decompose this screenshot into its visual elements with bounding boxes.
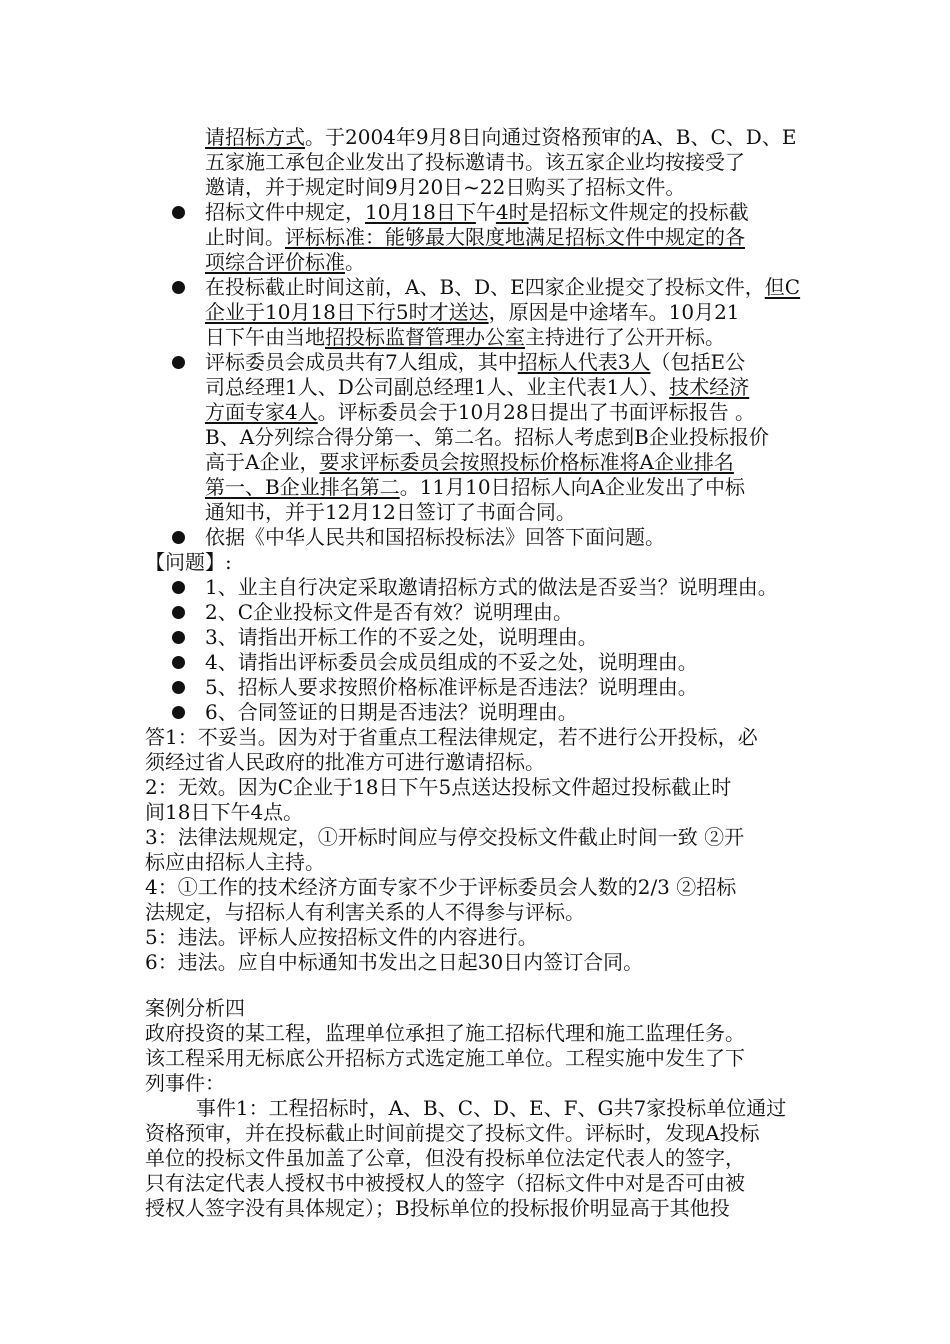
text-span: B、A分列综合得分第一、第二名。招标人考虑到B企业投标报价 xyxy=(205,425,769,449)
text-line xyxy=(205,425,845,450)
bullet-icon xyxy=(172,356,185,369)
text-line xyxy=(205,225,845,250)
questions-heading xyxy=(145,550,813,575)
bullet-icon xyxy=(172,631,185,644)
fact-item xyxy=(145,525,845,550)
text-line xyxy=(205,150,825,175)
text-span: 止时间。 xyxy=(205,225,285,249)
text-span: 。于2004年9月8日向通过资格预审的A、B、C、D、E xyxy=(305,125,797,149)
underlined-text: 第一、B企业排名第二 xyxy=(205,475,400,499)
bullet-icon xyxy=(172,531,185,544)
text-line: 资格预审，并在投标截止时间前提交了投标文件。评标时，发现A投标 xyxy=(145,1121,760,1145)
text-span: 主持进行了公开开标。 xyxy=(525,325,725,349)
question-item xyxy=(145,625,845,650)
bullet-icon xyxy=(172,681,185,694)
underlined-text: 4时 xyxy=(495,200,529,224)
fact-item xyxy=(145,275,845,350)
underlined-text: 请招标方式 xyxy=(205,125,305,149)
underlined-text: 企业于10月18日下行5时才送达 xyxy=(205,300,489,324)
question-item xyxy=(145,650,845,675)
question-item xyxy=(145,575,845,600)
bullet-icon xyxy=(172,581,185,594)
text-line xyxy=(205,525,845,550)
question-item xyxy=(145,600,845,625)
text-line xyxy=(205,250,845,275)
text-line xyxy=(205,375,845,400)
underlined-text: 招标人代表3人 xyxy=(517,350,651,374)
questions-list xyxy=(145,575,845,725)
facts-list xyxy=(145,200,845,550)
question-text: 3、请指出开标工作的不妥之处，说明理由。 xyxy=(205,625,598,649)
text-span: 午 xyxy=(475,200,496,224)
text-span: 。评标委员会于10月28日提出了书面评标报告 。 xyxy=(317,400,755,424)
text-span: 邀请，并于规定时间9月20日~22日购买了招标文件。 xyxy=(205,175,686,199)
text-span: 。 xyxy=(345,250,365,274)
question-item xyxy=(145,700,845,725)
intro-paragraph xyxy=(205,125,825,200)
bullet-icon xyxy=(172,706,185,719)
text-line xyxy=(205,300,845,325)
text-line xyxy=(205,175,825,200)
underlined-text: 方面专家4人 xyxy=(205,400,318,424)
text-line: 单位的投标文件虽加盖了公章，但没有投标单位法定代表人的签字， xyxy=(145,1146,745,1170)
text-line: 只有法定代表人授权书中被授权人的签字（招标文件中对是否可由被 xyxy=(145,1171,745,1195)
answer-line: 法规定，与招标人有利害关系的人不得参与评标。 xyxy=(145,900,585,924)
bullet-icon xyxy=(172,281,185,294)
underlined-text: 招投标监督管理办公室 xyxy=(325,325,525,349)
fact-item xyxy=(145,350,845,525)
text-span: 在投标截止时间这前，A、B、D、E四家企业提交了投标文件， xyxy=(205,275,765,299)
underlined-text: 技术经济 xyxy=(669,375,750,399)
underlined-text: 10月18日下 xyxy=(365,200,476,224)
text-line: 政府投资的某工程，监理单位承担了施工招标代理和施工监理任务。 xyxy=(145,1021,745,1045)
text-line: 列事件： xyxy=(145,1071,225,1095)
underlined-text: 评标标准：能够最大限度地满足招标文件中规定的各 xyxy=(285,225,745,249)
text-span: 是招标文件规定的投标截 xyxy=(528,200,749,224)
question-text: 6、合同签证的日期是否违法？说明理由。 xyxy=(205,700,578,724)
text-span: 通知书，并于12月12日签订了书面合同。 xyxy=(205,500,576,524)
text-span: 招标文件中规定， xyxy=(205,200,365,224)
text-span: 司总经理1人、D公司副总经理1人、业主代表1人）、 xyxy=(205,375,670,399)
answer-line: 须经过省人民政府的批准方可进行邀请招标。 xyxy=(145,750,545,774)
text-line xyxy=(205,450,845,475)
text-span: 高于A企业， xyxy=(205,450,320,474)
answer-line: 4：①工作的技术经济方面专家不少于评标委员会人数的2/3 ②招标 xyxy=(145,875,737,899)
bullet-icon xyxy=(172,606,185,619)
answer-line: 3：法律法规规定，①开标时间应与停交投标文件截止时间一致 ②开 xyxy=(145,825,745,849)
text-line: 授权人签字没有具体规定）；B投标单位的投标报价明显高于其他投 xyxy=(145,1196,730,1220)
case4-section xyxy=(145,996,813,1021)
question-item xyxy=(145,675,845,700)
bullet-icon xyxy=(172,656,185,669)
text-line xyxy=(205,325,845,350)
text-span: 日下午由当地 xyxy=(205,325,325,349)
underlined-text: 要求评标委员会按照投标价格标准将A企业排名 xyxy=(319,450,734,474)
question-text: 4、请指出评标委员会成员组成的不妥之处，说明理由。 xyxy=(205,650,698,674)
case4-intro xyxy=(145,1021,813,1096)
text-line xyxy=(205,275,845,300)
text-line xyxy=(205,200,845,225)
answer-line: 标应由招标人主持。 xyxy=(145,850,325,874)
answer-line: 6：违法。应自中标通知书发出之日起30日内签订合同。 xyxy=(145,950,644,974)
text-line xyxy=(205,475,845,500)
text-span: ，原因是中途堵车。10月21 xyxy=(488,300,740,324)
questions-heading-text: 【问题】: xyxy=(145,550,232,574)
text-span: 评标委员会成员共有7人组成，其中 xyxy=(205,350,518,374)
text-span: （包括E公 xyxy=(650,350,746,374)
text-line xyxy=(205,350,845,375)
answer-line: 间18日下午4点。 xyxy=(145,800,304,824)
text-span: 。11月10日招标人向A企业发出了中标 xyxy=(399,475,746,499)
answer-line: 5：违法。评标人应按招标文件的内容进行。 xyxy=(145,925,538,949)
text-line: 事件1：工程招标时，A、B、C、D、E、F、G共7家投标单位通过 xyxy=(145,1096,787,1120)
question-text: 1、业主自行决定采取邀请招标方式的做法是否妥当？说明理由。 xyxy=(205,575,778,599)
underlined-text: 但C xyxy=(764,275,801,299)
fact-item xyxy=(145,200,845,275)
bullet-icon xyxy=(172,206,185,219)
text-span: 依据《中华人民共和国招标投标法》回答下面问题。 xyxy=(205,525,665,549)
text-line: 该工程采用无标底公开招标方式选定施工单位。工程实施中发生了下 xyxy=(145,1046,745,1070)
answer-line: 2：无效。因为C企业于18日下午5点送达投标文件超过投标截止时 xyxy=(145,775,732,799)
case4-event1 xyxy=(145,1096,813,1221)
text-span: 五家施工承包企业发出了投标邀请书。该五家企业均按接受了 xyxy=(205,150,745,174)
text-line xyxy=(205,500,845,525)
answer-line: 答1：不妥当。因为对于省重点工程法律规定，若不进行公开投标，必 xyxy=(145,725,758,749)
text-line xyxy=(205,400,845,425)
answers-block xyxy=(145,725,813,975)
case4-title: 案例分析四 xyxy=(145,996,245,1020)
underlined-text: 项综合评价标准 xyxy=(205,250,345,274)
question-text: 2、C企业投标文件是否有效？说明理由。 xyxy=(205,600,574,624)
text-line xyxy=(205,125,825,150)
question-text: 5、招标人要求按照价格标准评标是否违法？说明理由。 xyxy=(205,675,698,699)
